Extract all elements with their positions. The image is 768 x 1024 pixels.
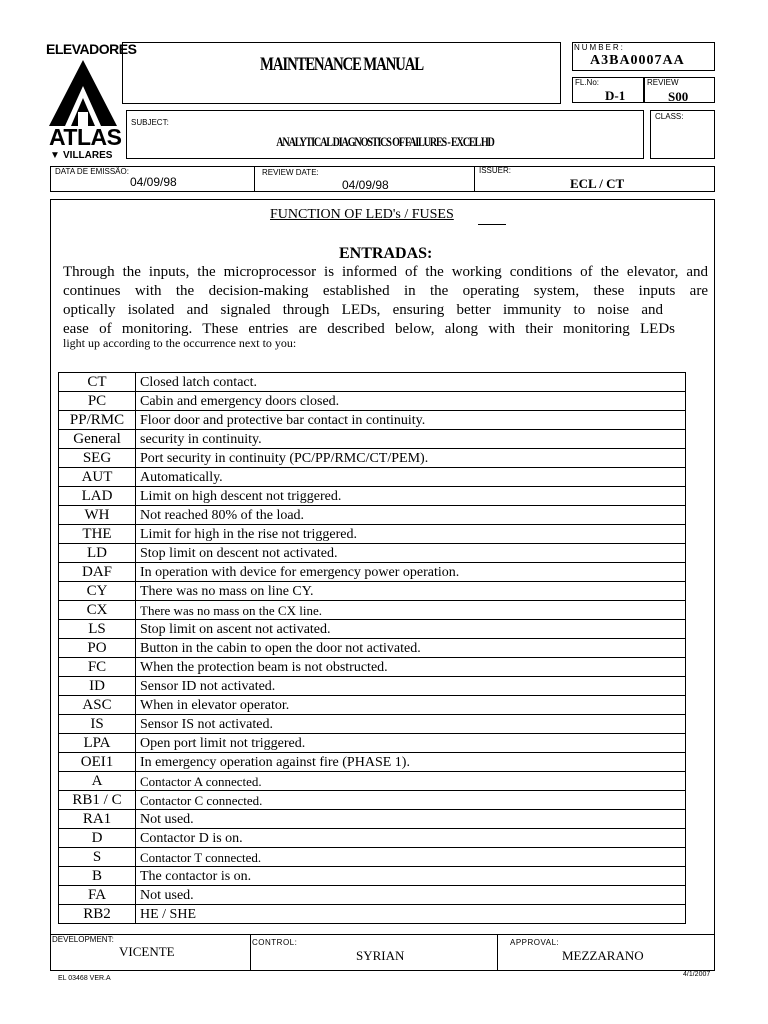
approval-label: APPROVAL:: [510, 938, 560, 947]
table-row: [59, 677, 686, 696]
entradas-heading: ENTRADAS:: [339, 245, 433, 262]
flno-value: D-1: [605, 88, 626, 103]
manual-title: MAINTENANCE MANUAL: [260, 54, 423, 75]
table-row: [59, 373, 686, 392]
table-row: [59, 867, 686, 886]
led-code: LAD: [59, 487, 136, 506]
dates-divider-1: [254, 166, 255, 192]
form-code: EL 03468 VER.A: [58, 975, 111, 982]
table-row: [59, 639, 686, 658]
table-row: [59, 753, 686, 772]
led-code: B: [59, 867, 136, 886]
table-row: [59, 715, 686, 734]
led-description: Contactor D is on.: [136, 829, 686, 848]
review-label: REVIEW: [647, 78, 679, 87]
led-description: Contactor A connected.: [136, 772, 686, 791]
intro-last-line: light up according to the occurrence next to you:: [63, 336, 297, 350]
led-description: Floor door and protective bar contact in continuity.: [136, 411, 686, 430]
issuer-value: ECL / CT: [570, 176, 625, 191]
table-row: [59, 468, 686, 487]
section-title-underline: [478, 224, 506, 225]
led-code: FC: [59, 658, 136, 677]
dates-divider-2: [474, 166, 475, 192]
table-row: [59, 392, 686, 411]
form-date: 4/1/2007: [683, 971, 711, 978]
led-code: IS: [59, 715, 136, 734]
led-description: Not reached 80% of the load.: [136, 506, 686, 525]
led-code: CY: [59, 582, 136, 601]
led-description: Sensor ID not activated.: [136, 677, 686, 696]
led-description: HE / SHE: [136, 905, 686, 924]
table-row: [59, 829, 686, 848]
led-description: Closed latch contact.: [136, 373, 686, 392]
emission-value: 04/09/98: [130, 175, 177, 189]
led-code: PC: [59, 392, 136, 411]
section-title: FUNCTION OF LED's / FUSES: [270, 207, 454, 222]
led-code: LD: [59, 544, 136, 563]
led-code: ASC: [59, 696, 136, 715]
led-code: PO: [59, 639, 136, 658]
led-description: There was no mass on line CY.: [136, 582, 686, 601]
led-description: Limit on high descent not triggered.: [136, 487, 686, 506]
number-value: A3BA0007AA: [590, 53, 685, 68]
table-row: [59, 449, 686, 468]
class-label: CLASS:: [655, 112, 684, 121]
review-date-label: REVIEW DATE:: [262, 168, 319, 177]
led-code: CX: [59, 601, 136, 620]
development-value: VICENTE: [119, 944, 175, 959]
led-description: Automatically.: [136, 468, 686, 487]
led-description: The contactor is on.: [136, 867, 686, 886]
led-description: Open port limit not triggered.: [136, 734, 686, 753]
led-codes-table: [58, 372, 686, 924]
issuer-label: ISSUER:: [479, 166, 512, 175]
intro-line: continues with the decision-making established in the operating system, these inputs are: [63, 283, 708, 299]
led-code: DAF: [59, 563, 136, 582]
brand-name-text: ATLAS: [49, 124, 122, 150]
flno-label: FL.No:: [575, 78, 600, 87]
review-date-value: 04/09/98: [342, 178, 389, 192]
led-description: Stop limit on ascent not activated.: [136, 620, 686, 639]
led-code: WH: [59, 506, 136, 525]
led-description: Not used.: [136, 886, 686, 905]
led-description: Contactor T connected.: [136, 848, 686, 867]
number-label: NUMBER:: [574, 43, 625, 52]
led-description: Cabin and emergency doors closed.: [136, 392, 686, 411]
control-value: SYRIAN: [356, 948, 405, 963]
brand-top-text: ELEVADORES: [46, 41, 137, 57]
emission-label: DATA DE EMISSÃO:: [55, 167, 129, 176]
led-description: Not used.: [136, 810, 686, 829]
led-description: security in continuity.: [136, 430, 686, 449]
led-description: Sensor IS not activated.: [136, 715, 686, 734]
led-description: When in elevator operator.: [136, 696, 686, 715]
footer-divider-1: [250, 934, 251, 971]
led-code: A: [59, 772, 136, 791]
intro-line: Through the inputs, the microprocessor is informed of the working conditions of the elevator, and: [63, 264, 708, 280]
led-description: Limit for high in the rise not triggered.: [136, 525, 686, 544]
led-description: Stop limit on descent not activated.: [136, 544, 686, 563]
led-code: ID: [59, 677, 136, 696]
atlas-logo-icon: [49, 60, 117, 126]
subject-label: SUBJECT:: [131, 118, 169, 127]
table-row: [59, 487, 686, 506]
led-description: Port security in continuity (PC/PP/RMC/CT/PEM).: [136, 449, 686, 468]
development-label: DEVELOPMENT:: [52, 935, 114, 944]
led-code: AUT: [59, 468, 136, 487]
table-row: [59, 905, 686, 924]
table-row: [59, 620, 686, 639]
intro-paragraph: [63, 263, 708, 339]
table-row: [59, 582, 686, 601]
led-code: RB1 / C: [59, 791, 136, 810]
approval-value: MEZZARANO: [562, 948, 644, 963]
table-row: [59, 772, 686, 791]
table-row: [59, 411, 686, 430]
table-row: [59, 601, 686, 620]
led-code: PP/RMC: [59, 411, 136, 430]
table-row: [59, 810, 686, 829]
led-description: There was no mass on the CX line.: [136, 601, 686, 620]
led-code: CT: [59, 373, 136, 392]
intro-line: optically isolated and signaled through LEDs, ensuring better immunity to noise and: [63, 302, 663, 318]
led-code: S: [59, 848, 136, 867]
subject-value: ANALYTICAL DIAGNOSTICS OF FAILURES - EXCEL HD: [276, 134, 494, 149]
led-description: In operation with device for emergency power operation.: [136, 563, 686, 582]
table-row: [59, 886, 686, 905]
intro-line: ease of monitoring. These entries are described below, along with their monitoring LEDs: [63, 321, 675, 337]
led-code: LPA: [59, 734, 136, 753]
table-row: [59, 696, 686, 715]
led-code: LS: [59, 620, 136, 639]
table-row: [59, 734, 686, 753]
footer-divider-2: [497, 934, 498, 971]
led-code: SEG: [59, 449, 136, 468]
table-row: [59, 563, 686, 582]
led-description: Contactor C connected.: [136, 791, 686, 810]
led-code: General: [59, 430, 136, 449]
led-code: THE: [59, 525, 136, 544]
led-description: When the protection beam is not obstructed.: [136, 658, 686, 677]
review-value: S00: [668, 89, 689, 104]
table-row: [59, 506, 686, 525]
table-row: [59, 544, 686, 563]
table-row: [59, 525, 686, 544]
led-code: D: [59, 829, 136, 848]
led-description: Button in the cabin to open the door not activated.: [136, 639, 686, 658]
led-description: In emergency operation against fire (PHASE 1).: [136, 753, 686, 772]
led-code: RB2: [59, 905, 136, 924]
led-code: RA1: [59, 810, 136, 829]
table-row: [59, 791, 686, 810]
table-row: [59, 848, 686, 867]
led-code: FA: [59, 886, 136, 905]
brand-sub-text: VILLARES: [63, 150, 113, 161]
led-code: OEI1: [59, 753, 136, 772]
table-row: [59, 430, 686, 449]
control-label: CONTROL:: [252, 938, 298, 947]
villares-icon: ▼: [50, 150, 60, 161]
table-row: [59, 658, 686, 677]
